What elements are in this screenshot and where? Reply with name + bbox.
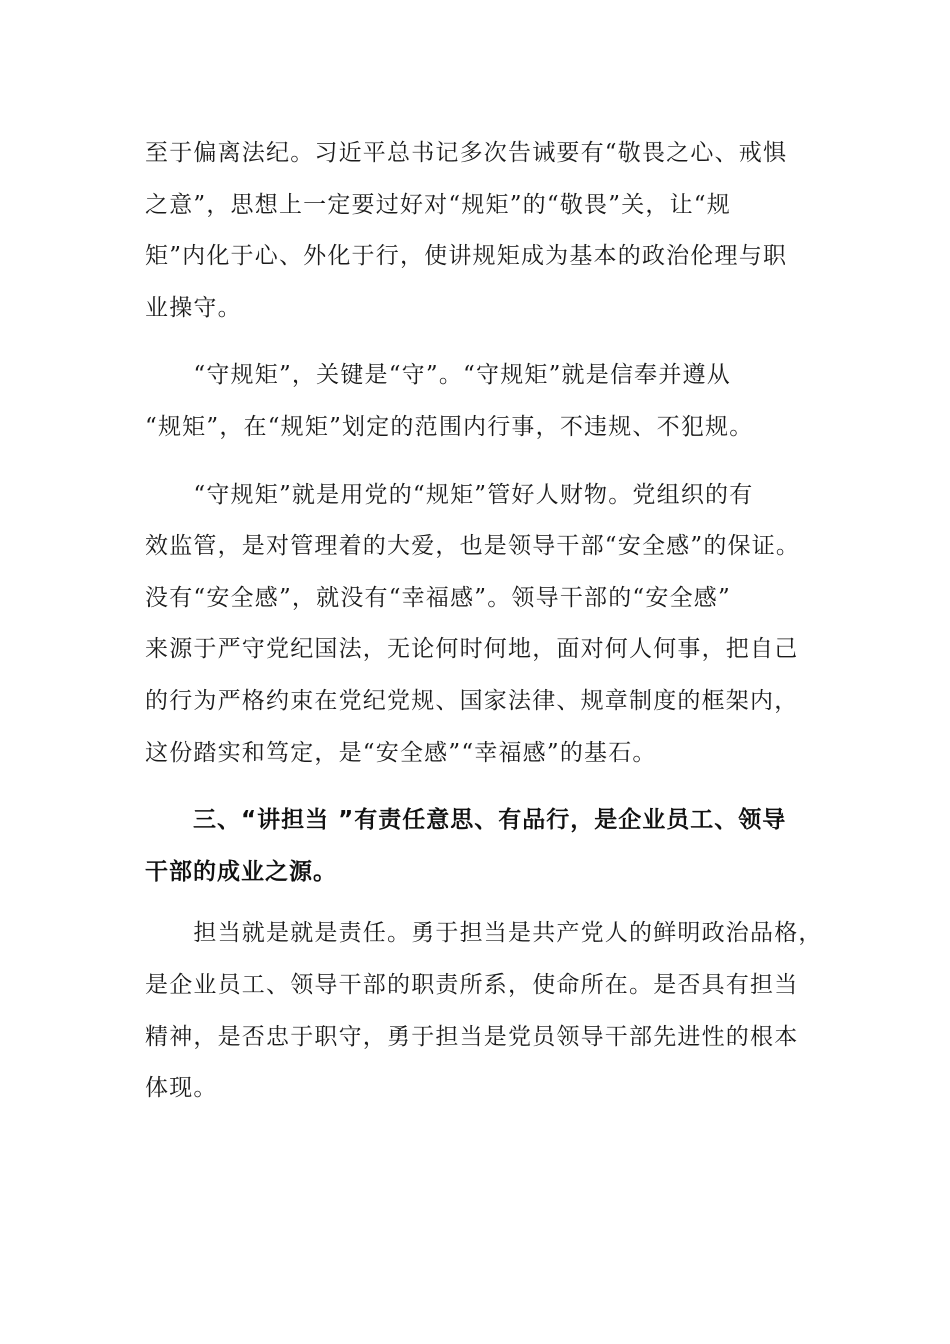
paragraph-3	[145, 470, 805, 780]
text-line: 业操守。	[145, 294, 242, 321]
text-line: 没有“安全感”，就没有“幸福感”。领导干部的“安全感”	[145, 584, 731, 611]
text-line: 精神，是否忠于职守，勇于担当是党员领导干部先进性的根本	[145, 1023, 799, 1050]
text-line: 是企业员工、领导干部的职责所系，使命所在。是否具有担当	[145, 971, 799, 998]
text-line: 至于偏离法纪。习近平总书记多次告诫要有“敬畏之心、戒惧	[145, 140, 788, 166]
text-line: 担当就是就是责任。勇于担当是共产党人的鲜明政治品格，	[145, 920, 823, 947]
text-line: 来源于严守党纪国法，无论何时何地，面对何人何事，把自己	[145, 636, 799, 663]
text-line: 体现。	[145, 1075, 218, 1102]
text-line: 这份踏实和笃定，是“安全感”“幸福感”的基石。	[145, 739, 657, 766]
paragraph-1	[145, 128, 805, 334]
text-line: 矩”内化于心、外化于行，使讲规矩成为基本的政治伦理与职	[145, 243, 788, 270]
text-line: 效监管，是对管理着的大爱，也是领导干部“安全感”的保证。	[145, 533, 801, 560]
text-line: 之意”，思想上一定要过好对“规矩”的“敬畏”关，让“规	[145, 191, 731, 218]
text-line: “规矩”，在“规矩”划定的范围内行事，不违规、不犯规。	[145, 413, 754, 440]
text-line: “守规矩”就是用党的“规矩”管好人财物。党组织的有	[145, 481, 754, 508]
document-body	[145, 128, 823, 1115]
text-line: “守规矩”，关键是“守”。“守规矩”就是信奉并遵从	[145, 362, 731, 389]
paragraph-4	[145, 908, 823, 1114]
paragraph-2	[145, 350, 805, 453]
text-line: 的行为严格约束在党纪党规、国家法律、规章制度的框架内，	[145, 687, 799, 714]
section-heading	[145, 795, 805, 898]
heading-line: 三、“讲担当 ”有责任意思、有品行，是企业员工、领导	[145, 807, 787, 834]
heading-line: 干部的成业之源。	[145, 858, 337, 885]
